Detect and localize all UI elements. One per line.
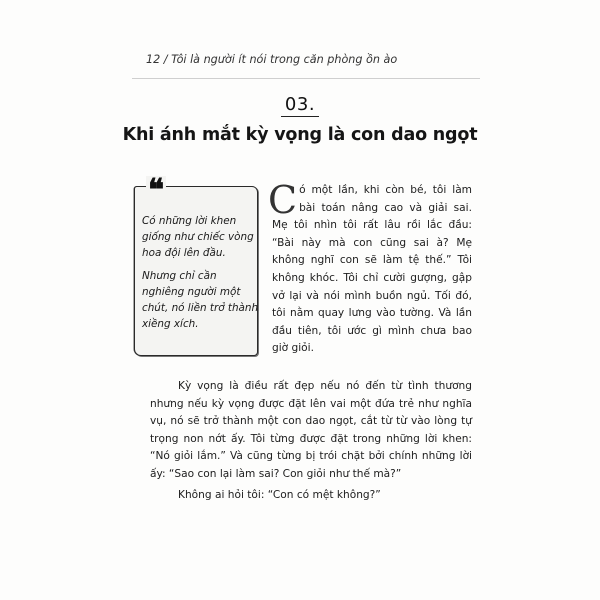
quote-mark-icon: ❝: [148, 173, 165, 208]
first-paragraph-text: ó một lần, khi còn bé, tôi làm bài toán nâng cao và giải sai. Mẹ tôi nhìn tôi rất lâu rồi lắc đầu: “Bài này mà con cũng sai à? Mẹ không nghĩ con sẽ làm tệ thế.” Tôi không khóc. Tôi chỉ cười gượng, gập vở lại và nói mình buồn ngủ. Tối đó, tôi nằm quay lưng vào tường. Và lần đầu tiên, tôi ước gì mình chưa bao giờ giỏi.: [272, 184, 472, 355]
chapter-number-text: 03.: [281, 95, 319, 117]
body-text: [150, 378, 472, 504]
running-head: 12 / Tôi là người ít nói trong căn phòng ồn ào: [146, 53, 398, 66]
pull-quote-paragraph: Nhưng chỉ cần nghiêng người một chút, nó liền trở thành xiềng xích.: [142, 270, 259, 330]
drop-cap: C: [268, 178, 298, 222]
pull-quote-paragraph: Có những lời khen giống như chiếc vòng hoa đội lên đầu.: [142, 215, 254, 259]
body-first-paragraph: [268, 178, 472, 358]
pull-quote-text: [142, 213, 260, 339]
header-divider: [132, 78, 480, 79]
chapter-number: [0, 94, 600, 117]
body-paragraph: Kỳ vọng là điều rất đẹp nếu nó đến từ tình thương nhưng nếu kỳ vọng được đặt lên vai một đứa trẻ như nghĩa vụ, nó sẽ trở thành một con dao ngọt, cắt từ từ vào lòng tự trọng non nớt ấy. Tôi từng được đặt trong những lời khen: “Nó giỏi lắm.” Và cũng từng bị trói chặt bởi chính những lời ấy: “Sao con lại làm sai? Con giỏi như thế mà?”: [150, 380, 472, 480]
chapter-title: Khi ánh mắt kỳ vọng là con dao ngọt: [122, 125, 478, 145]
body-paragraph: Không ai hỏi tôi: “Con có mệt không?”: [178, 488, 381, 501]
